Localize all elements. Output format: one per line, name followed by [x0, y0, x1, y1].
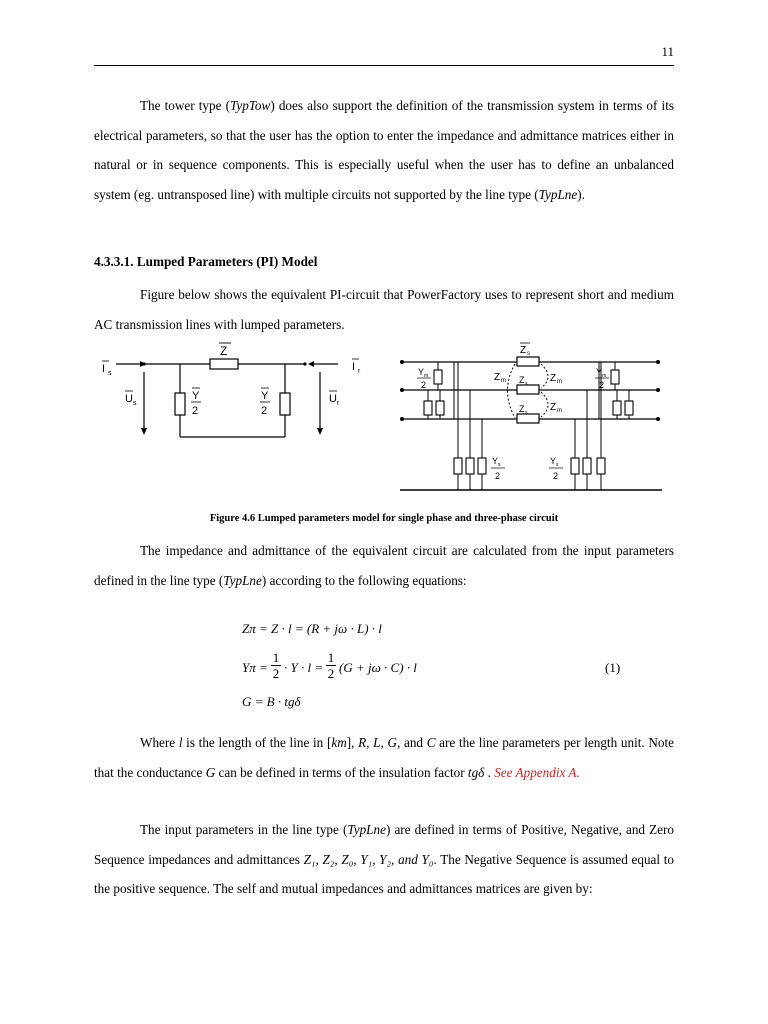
shunt-admittance-right: [280, 393, 290, 415]
text: The input parameters in the line type (: [140, 822, 348, 837]
ys-label-right: Y: [550, 456, 557, 466]
ys-sub: s: [498, 462, 501, 468]
zs-sub: s: [525, 410, 528, 416]
ym-sub: m: [602, 373, 607, 379]
zm-sub: m: [557, 379, 562, 385]
paragraph-input-parameters: [94, 815, 674, 904]
zm-label-bc: Z: [550, 402, 557, 413]
eq-y-lhs: Yπ =: [242, 660, 268, 675]
text: is the length of the line in [: [182, 735, 332, 750]
zs-sub: s: [525, 381, 528, 387]
fraction-1: [271, 650, 281, 681]
text-italic: Z₁, Z₂, Z₀, Y₁, Y₂, and Y₀: [303, 851, 434, 867]
self-admittance-right-c: [597, 458, 605, 474]
text: ) does also support the definition of the transmission system in terms of its electrical parameters, so that the user has the option to enter the impedance and admittance matrices either in natural or in sequence components. This is especially useful when the user has to define an unbalanced system (eg. untransposed line) with multiple circuits not supported by the line type (: [94, 98, 674, 202]
zs-label-bot: Z: [519, 404, 525, 414]
zm-label-left: Z: [494, 372, 501, 383]
mutual-coupling-left: [508, 364, 516, 418]
series-impedance-b: [517, 385, 539, 394]
text: ).: [577, 186, 585, 202]
mutual-admittance-right-2: [613, 401, 621, 415]
z-label: Z: [220, 344, 228, 358]
text-italic: TypLne: [538, 186, 578, 202]
mutual-admittance-right-3: [625, 401, 633, 415]
text-italic: tgδ: [467, 764, 485, 780]
self-admittance-left-c: [478, 458, 486, 474]
page-number: 11: [661, 44, 674, 59]
text: can be defined in terms of the insulation factor: [215, 764, 468, 780]
zm-sub: m: [501, 378, 506, 384]
text-italic: G: [205, 764, 216, 780]
series-impedance: [210, 359, 238, 369]
is-sub: s: [108, 370, 112, 377]
mutual-admittance-left-2: [424, 401, 432, 415]
zs-label-mid: Z: [519, 375, 525, 385]
text: Where: [140, 735, 179, 750]
ur-sub: r: [337, 400, 340, 407]
frac-num: 1: [272, 650, 280, 665]
paragraph-tower-type: [94, 91, 674, 209]
self-admittance-right-a: [571, 458, 579, 474]
ym-label-left: Y: [418, 367, 425, 377]
text: The tower type (: [140, 98, 230, 113]
ys-den-right: 2: [553, 471, 559, 481]
ym-sub: m: [424, 373, 429, 379]
paragraph-where: [94, 728, 674, 787]
fraction-2: [326, 650, 336, 681]
text-italic: TypLne: [223, 572, 262, 588]
text: ) are defined in terms of Positive, Negative, and Zero Sequence impedances and admittances: [94, 822, 674, 867]
text: . The Negative Sequence is assumed equal to the positive sequence. The self and mutual impedances and admittances matrices are given by:: [94, 851, 674, 896]
series-impedance-a: [517, 357, 539, 366]
zs-label-top: Z: [520, 345, 527, 356]
text-italic: R, L, G,: [358, 735, 401, 750]
self-admittance-right-b: [583, 458, 591, 474]
y-label-right: Y: [261, 390, 269, 402]
mutual-admittance-right: [611, 370, 619, 384]
zs-sub: s: [527, 351, 530, 357]
header-rule: [94, 65, 674, 66]
y-den-left: 2: [192, 405, 199, 417]
text: and: [400, 735, 427, 750]
series-impedance-c: [517, 414, 539, 423]
us-sub: s: [133, 400, 137, 407]
is-label: I: [102, 363, 106, 375]
frac-den: 2: [272, 666, 280, 681]
ys-label-left: Y: [492, 456, 499, 466]
zm-label-ab: Z: [550, 373, 557, 384]
ir-sub: r: [358, 368, 361, 375]
paragraph-figure-intro: [94, 280, 674, 339]
paragraph-equations-intro: [94, 536, 674, 595]
ir-label: I: [352, 361, 356, 373]
self-admittance-left-b: [466, 458, 474, 474]
frac-num: 1: [327, 650, 335, 665]
ys-den-left: 2: [495, 471, 501, 481]
single-phase-pi-circuit: [100, 340, 370, 445]
ym-den-left: 2: [421, 380, 427, 390]
mutual-admittance-left: [434, 370, 442, 384]
figure-caption: Figure 4.6 Lumped parameters model for single phase and three-phase circuit: [209, 513, 559, 524]
frac-den: 2: [327, 666, 335, 681]
three-phase-pi-circuit: [400, 340, 665, 495]
text: Figure below shows the equivalent PI-circuit that PowerFactory uses to represent short and medium AC transmission lines with lumped parameters.: [94, 287, 674, 332]
zm-sub: m: [557, 408, 562, 414]
self-admittance-left-a: [454, 458, 462, 474]
eq-y-rhs: (G + jω · C) · l: [339, 660, 417, 675]
text: are the line parameters per length unit. Note that the conductance: [94, 735, 675, 780]
appendix-link[interactable]: See Appendix A.: [494, 764, 580, 780]
ur-label: U: [329, 393, 337, 405]
equation-g: G = B · tgδ: [242, 694, 301, 709]
ym-label-right: Y: [596, 367, 603, 377]
text: ],: [346, 735, 359, 750]
eq-y-mid: · Y · l =: [284, 660, 324, 675]
y-label-left: Y: [192, 390, 200, 402]
y-den-right: 2: [261, 405, 268, 417]
text-italic: C: [426, 735, 436, 750]
text: ) according to the following equations:: [261, 572, 467, 588]
text: .: [484, 764, 495, 780]
equation-number: (1): [605, 660, 621, 675]
text-italic: km: [331, 735, 347, 750]
mutual-coupling-ab: [541, 364, 548, 388]
ys-sub: s: [556, 462, 559, 468]
section-heading: 4.3.3.1. Lumped Parameters (PI) Model: [94, 254, 318, 269]
mutual-admittance-left-3: [436, 401, 444, 415]
mutual-coupling-bc: [541, 392, 548, 417]
text-italic: TypTow: [229, 98, 271, 113]
ym-den-right: 2: [599, 380, 605, 390]
text-italic: l: [178, 735, 183, 750]
text: The impedance and admittance of the equivalent circuit are calculated from the input parameters defined in the line type (: [94, 543, 674, 588]
equation-z: Zπ = Z · l = (R + jω · L) · l: [242, 621, 382, 636]
us-label: U: [125, 393, 133, 405]
text-italic: TypLne: [347, 822, 386, 837]
shunt-admittance-left: [175, 393, 185, 415]
